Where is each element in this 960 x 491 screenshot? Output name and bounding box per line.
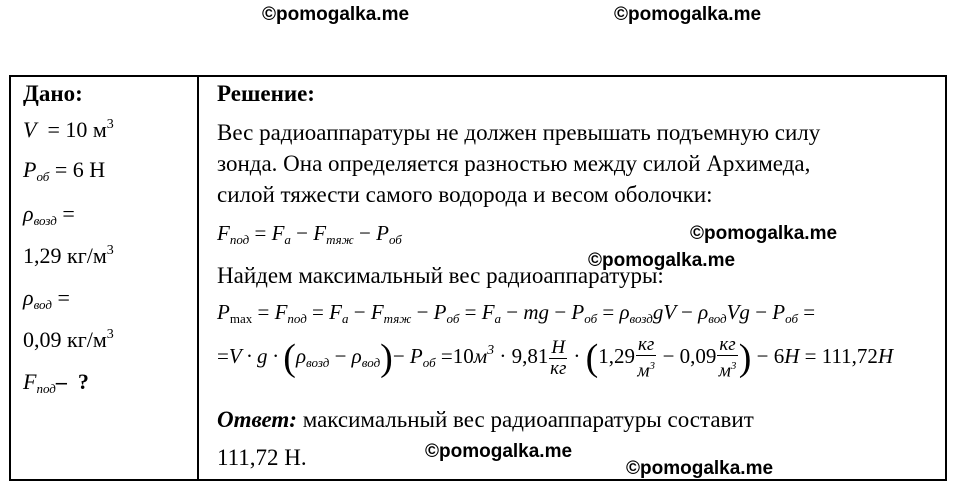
answer-label: Ответ: — [217, 407, 297, 432]
watermark: ©pomogalka.me — [614, 4, 762, 25]
given-line: $F_{под}-$ ? — [23, 369, 89, 396]
intro-max-weight: Найдем максимальный вес радиоаппаратуры: — [217, 263, 664, 288]
solution-heading: Решение: — [217, 81, 315, 106]
given-line: $\rho_{вод}$ = — [23, 285, 70, 312]
given-line: $P_{об} = 6$ Н — [23, 157, 106, 184]
answer-value: 111,72 Н. — [217, 445, 307, 470]
answer-line — [217, 407, 754, 433]
solution-paragraph-line: Вес радиоаппаратуры не должен превышать подъемную силу — [217, 120, 821, 145]
watermark: ©pomogalka.me — [262, 4, 410, 25]
solution-paragraph-line: зонда. Она определяется разностью между силой Архимеда, — [217, 151, 811, 176]
solution-column — [199, 77, 945, 479]
watermark: ©pomogalka.me — [425, 441, 573, 462]
given-heading: Дано: — [23, 81, 83, 106]
watermark: ©pomogalka.me — [690, 223, 838, 244]
answer-text: максимальный вес радиоаппаратуры составит — [302, 407, 754, 432]
given-column — [11, 77, 197, 479]
formula-lift-force: $F_{под} = F_а - F_{тяж} - P_{об}$ — [217, 221, 402, 247]
formula-max-weight-line1: $P_{max} = F_{под} = F_а - F_{тяж} - P_{об} = F_а$ − mg − $P_{об} = \rho_{возд}gV - \rho_{вод}Vg - P_{об}$ = — [217, 300, 816, 326]
given-line: V = 10 $м^3$ — [23, 117, 114, 142]
given-line: 1,29 $кг/м^3$ — [23, 243, 114, 268]
given-line: $\rho_{возд}$ = — [23, 201, 75, 228]
watermark: ©pomogalka.me — [626, 458, 774, 479]
given-line: 0,09 $кг/м^3$ — [23, 327, 114, 352]
solution-paragraph-line: силой тяжести самого водорода и весом оболочки: — [217, 182, 713, 207]
formula-max-weight-line2: $=V \cdot g \cdot (\rho_{возд} - \rho_{вод})- P_{об} =10м^3 \cdot 9,81$ $\frac{Н}{кг}$ · (1,29 $\frac{кг}{м^3}$ − 0,09 $\frac{кг}{м^3}$ ) − 6Н = 111,72Н — [217, 334, 894, 382]
problem-table — [9, 75, 947, 481]
watermark: ©pomogalka.me — [588, 250, 736, 271]
